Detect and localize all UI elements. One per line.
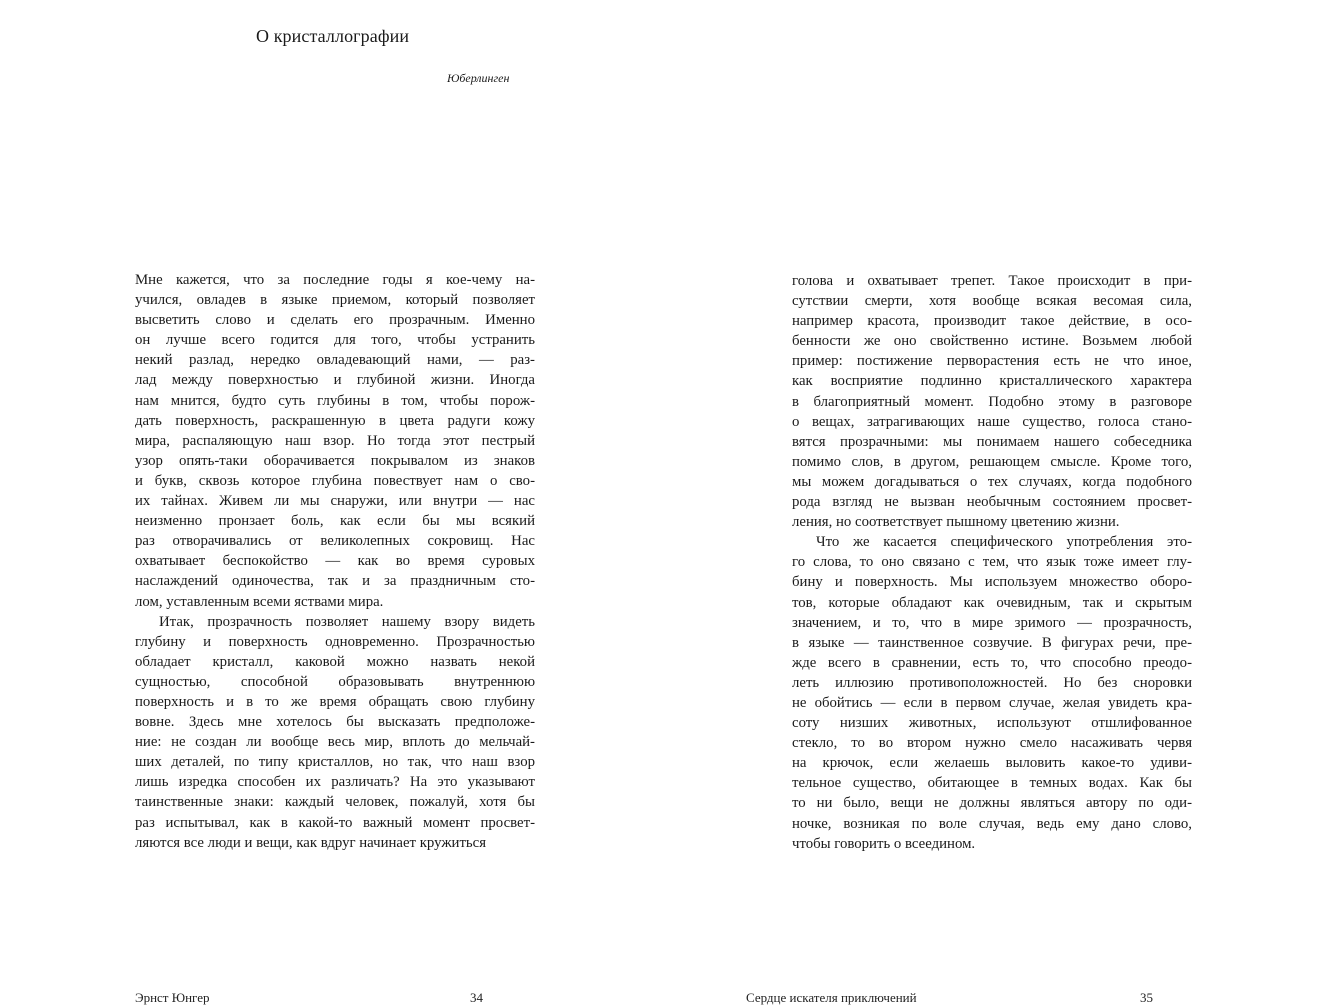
text-line: бину и поверхность. Мы используем множество оборо- xyxy=(792,574,1192,591)
text-line: леть иллюзию противоположностей. Но без сноровки xyxy=(792,674,1192,691)
text-line: жде всего в сравнении, есть то, что способно преодо- xyxy=(792,654,1192,671)
essay-title: О кристаллографии xyxy=(256,26,410,46)
text-line: пример: постижение перворастения есть не что иное, xyxy=(792,353,1192,370)
text-line: Итак, прозрачность позволяет нашему взору видеть xyxy=(159,613,535,630)
text-line: например красота, производит такое действие, в осо- xyxy=(792,313,1192,330)
text-line: обладает кристалл, каковой можно назвать некой xyxy=(135,653,535,670)
text-line: вятся прозрачными: мы понимаем нашего собеседника xyxy=(792,433,1192,450)
text-line: некий разлад, нередко овладевающий нами, — раз- xyxy=(135,352,535,369)
right-page xyxy=(658,0,1317,1005)
text-line: глубину и поверхность одновременно. Прозрачностью xyxy=(135,633,535,650)
text-line: и букв, сквозь которое глубина повествует нам о сво- xyxy=(135,472,535,489)
text-line: тельное существо, обитающее в темных водах. Как бы xyxy=(792,775,1192,792)
text-line: мира, распаляющую наш взор. Но тогда этот пестрый xyxy=(135,432,535,449)
text-line: нам мнится, будто суть глубины в том, чтобы порож- xyxy=(135,392,535,409)
text-line: лом, уставленным всеми яствами мира. xyxy=(135,593,384,610)
text-line: раз отворачивались от великолепных сокровищ. Нас xyxy=(135,533,535,550)
text-line: бенности же оно свойственно истине. Возьмем любой xyxy=(792,333,1192,350)
text-line: дать поверхность, раскрашенную в цвета радуги кожу xyxy=(135,412,535,429)
text-line: поверхность и в то же время обращать свою глубину xyxy=(135,693,535,710)
left-page xyxy=(0,0,658,1005)
text-line: узор опять-таки оборачивается покрывалом из знаков xyxy=(135,452,535,469)
text-line: учился, овладев в языке приемом, который позволяет xyxy=(135,292,535,309)
text-line: Что же касается специфического употребления это- xyxy=(816,534,1192,551)
text-line: наслаждений одиночества, так и за праздничным сто- xyxy=(135,573,535,590)
footer-section-title: Сердце искателя приключений xyxy=(746,990,917,1005)
text-line: в языке — таинственное созвучие. В фигурах речи, пре- xyxy=(792,634,1192,651)
text-line: лад между поверхностью и глубиной жизни. Иногда xyxy=(135,372,535,389)
text-line: ляются все люди и вещи, как вдруг начинает кружиться xyxy=(135,834,487,851)
text-line: рода взгляд не вызван необычным состоянием просвет- xyxy=(792,494,1192,511)
text-line: о вещах, затрагивающих наше существо, голоса стано- xyxy=(792,413,1192,430)
footer-page-number-left: 34 xyxy=(470,990,483,1005)
text-line: охватывает беспокойство — как во время суровых xyxy=(135,553,535,570)
text-line: неизменно пронзает боль, как если бы мы всякий xyxy=(135,513,535,530)
text-line: он лучше всего годится для того, чтобы устранить xyxy=(135,332,535,349)
text-line: на крючок, если желаешь выловить какое-то удиви- xyxy=(792,755,1192,772)
right-text-column xyxy=(792,271,1192,854)
text-line: как восприятие подлинно кристаллического характера xyxy=(792,373,1192,390)
footer-page-number-right: 35 xyxy=(1140,990,1153,1005)
essay-place: Юберлинген xyxy=(447,71,510,85)
text-line: Мне кажется, что за последние годы я кое-чему на- xyxy=(135,272,535,288)
text-line: ночке, возникая по воле случая, ведь ему дано слово, xyxy=(792,815,1192,832)
text-line: помимо слов, в другом, решающем смысле. Кроме того, xyxy=(792,453,1192,470)
text-line: то ни было, вещи не должны являться автору по оди- xyxy=(792,795,1192,812)
text-line: вовне. Здесь мне хотелось бы высказать предположе- xyxy=(135,714,535,731)
left-text-column xyxy=(135,270,535,853)
footer-author: Эрнст Юнгер xyxy=(135,990,210,1005)
text-line: лишь изредка способен их различать? На это указывают xyxy=(135,774,535,791)
text-line: ших деталей, по типу кристаллов, но так, что наш взор xyxy=(135,754,535,771)
text-line: го слова, то оно связано с тем, что язык тоже имеет глу- xyxy=(792,554,1192,571)
text-line: значением, и то, что в мире зримого — прозрачность, xyxy=(792,614,1192,631)
text-line: высветить слово и сделать его прозрачным. Именно xyxy=(135,312,535,329)
text-line: их тайнах. Живем ли мы снаружи, или внутри — нас xyxy=(135,493,535,510)
text-line: ние: не создан ли вообще весь мир, вплоть до мельчай- xyxy=(135,734,535,751)
text-line: сутствии смерти, хотя вообще всякая весомая сила, xyxy=(792,293,1192,310)
text-line: чтобы говорить о всеедином. xyxy=(792,835,976,852)
text-line: тов, которые обладают как очевидным, так и скрытым xyxy=(792,594,1192,611)
text-line: стекло, то во втором нужно смело насаживать червя xyxy=(792,735,1192,752)
text-line: не обойтись — если в первом случае, желая увидеть кра- xyxy=(792,694,1192,711)
text-line: таинственные знаки: каждый человек, пожалуй, хотя бы xyxy=(135,794,535,811)
text-line: в благоприятный момент. Подобно этому в разговоре xyxy=(792,393,1192,410)
text-line: мы можем догадываться о тех случаях, когда подобного xyxy=(792,473,1192,490)
text-line: сущностью, способной образовывать внутреннюю xyxy=(135,673,535,690)
text-line: соту низших животных, используют отшлифованное xyxy=(792,715,1192,732)
text-line: голова и охватывает трепет. Такое происходит в при- xyxy=(792,273,1192,289)
text-line: раз испытывал, как в какой-то важный момент просвет- xyxy=(135,814,535,831)
text-line: ления, но соответствует пышному цветению жизни. xyxy=(792,514,1120,531)
